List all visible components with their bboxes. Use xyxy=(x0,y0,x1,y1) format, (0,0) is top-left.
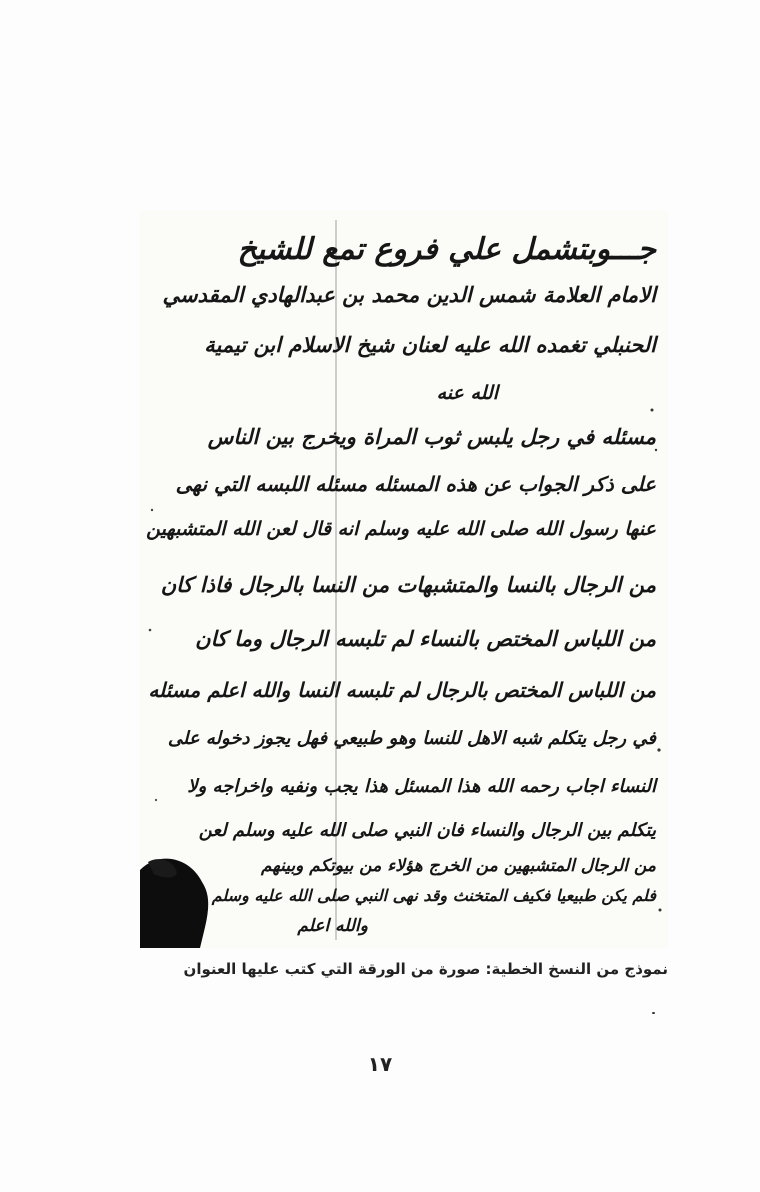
manuscript-line: من الرجال بالنسا والمتشبهات من النسا بالرجال فاذا كان xyxy=(160,572,656,597)
manuscript-line: من اللباس المختص بالرجال لم تلبسه النسا والله اعلم مسئله xyxy=(148,678,656,702)
manuscript-line: من اللباس المختص بالنساء لم تلبسه الرجال وما كان xyxy=(195,626,656,651)
manuscript-line: والله اعلم xyxy=(297,916,368,936)
manuscript-title-line: جـــوبتشمل علي فروع تمع للشيخ xyxy=(237,232,656,267)
manuscript-line: من الرجال المتشبهين من الخرج هؤلاء من بيوتكم وبينهم xyxy=(261,856,656,876)
manuscript-line: الله عنه xyxy=(436,382,498,404)
manuscript-line: على ذكر الجواب عن هذه المسئله مسئله اللبسه التي نهى xyxy=(175,472,656,496)
page-number: ١٧ xyxy=(367,1052,393,1076)
manuscript-line: النساء اجاب رحمه الله هذا المسئل هذا يجب ونفيه واخراجه ولا xyxy=(187,776,656,797)
manuscript-image xyxy=(140,210,668,948)
manuscript-line: عنها رسول الله صلى الله عليه وسلم انه قال لعن الله المتشبهين xyxy=(146,518,656,540)
figure-caption: نموذج من النسخ الخطية: صورة من الورقة التي كتب عليها العنوان xyxy=(183,960,668,978)
manuscript-line: في رجل يتكلم شبه الاهل للنسا وهو طبيعي فهل يجوز دخوله على xyxy=(167,728,656,749)
manuscript-line: فلم يكن طبيعيا فكيف المتخنث وقد نهى النبي صلى الله عليه وسلم xyxy=(211,886,656,905)
page-speck xyxy=(652,1012,655,1014)
manuscript-line: يتكلم بين الرجال والنساء فان النبي صلى الله عليه وسلم لعن xyxy=(198,820,656,841)
manuscript-line: مسئله في رجل يلبس ثوب المراة ويخرج بين الناس xyxy=(207,424,656,449)
manuscript-line: الامام العلامة شمس الدين محمد بن عبدالهادي المقدسي xyxy=(162,282,656,307)
manuscript-line: الحنبلي تغمده الله عليه لعنان شيخ الاسلام ابن تيمية xyxy=(204,332,656,357)
